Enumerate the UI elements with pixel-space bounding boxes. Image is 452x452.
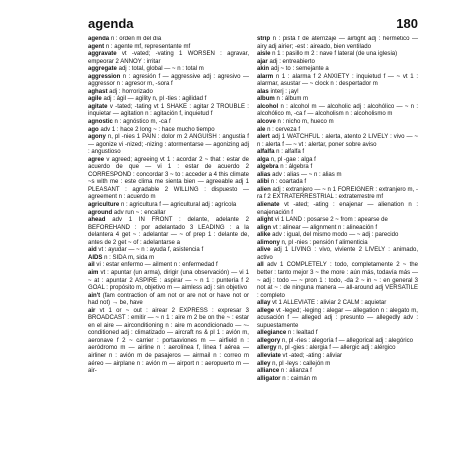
guide-word: agenda [88, 16, 134, 31]
entry-definition: interj : ¡ay! [268, 88, 299, 95]
dictionary-entry [257, 59, 418, 67]
dictionary-entry [257, 172, 418, 180]
dictionary-entry [88, 202, 249, 210]
entry-definition: vt : apuntar (un arma), dirigir (una observación) — vi 1 ~ at : apuntar 2 ASPIRE : aspirar — ~ n 1 : puntería f 2 GOAL : propósito m, objetivo m — aimless adj : sin objetivo [88, 269, 249, 292]
dictionary-entry [88, 255, 249, 263]
entry-definition: adj : horrorizado [107, 88, 153, 95]
entry-headword: all [257, 262, 264, 269]
dictionary-entry [257, 376, 418, 384]
entry-headword: aggression [88, 73, 121, 80]
entry-definition: n : agnóstico m, -ca f [112, 119, 171, 126]
dictionary-entry [88, 44, 249, 52]
entry-definition: n : álgebra f [278, 164, 313, 171]
entry-headword: allegory [257, 337, 281, 344]
entry-headword: alert [257, 134, 270, 141]
entry-headword: aisle [257, 51, 271, 58]
entry-headword: air [88, 307, 96, 314]
entry-columns [88, 36, 418, 441]
dictionary-entry [88, 134, 249, 157]
dictionary-entry [257, 300, 418, 308]
entry-definition: vt : alinear — alignment n : alineación f [271, 224, 378, 231]
dictionary-entry [257, 338, 418, 346]
dictionary-entry [257, 345, 418, 353]
dictionary-entry [88, 36, 249, 44]
entry-definition: vt -vated; -vating 1 WORSEN : agravar, empeorar 2 ANNOY : irritar [88, 51, 249, 65]
entry-headword: agent [88, 43, 105, 50]
entry-definition: (fam contraction of am not or are not or have not or had not) → be, have [88, 292, 249, 307]
entry-definition: adj 1 WATCHFUL : alerta, atento 2 LIVELY : vivo — ~ n : alerta f — ~ vt : alertar, poner sobre aviso [257, 134, 418, 148]
dictionary-entry [88, 262, 249, 270]
dictionary-entry [257, 217, 418, 225]
dictionary-entry [257, 368, 418, 376]
entry-definition: n : alfalfa f [274, 149, 305, 156]
entry-headword: alias [257, 171, 271, 178]
dictionary-entry [88, 74, 249, 89]
dictionary-entry [257, 330, 418, 338]
entry-headword: alibi [257, 179, 270, 186]
entry-headword: alike [257, 232, 271, 239]
entry-headword: alley [257, 360, 271, 367]
entry-headword: alarm [257, 73, 274, 80]
dictionary-entry [88, 210, 249, 218]
entry-headword: alcove [257, 119, 276, 126]
entry-definition: adj 1 LIVING : vivo, viviente 2 LIVELY : animado, activo [257, 247, 418, 261]
entry-headword: agnostic [88, 119, 113, 126]
entry-headword: ago [88, 126, 99, 133]
entry-definition: n : caimán m [280, 375, 317, 382]
entry-headword: alliance [257, 368, 280, 375]
dictionary-entry [88, 308, 249, 376]
entry-headword: alive [257, 247, 271, 254]
entry-definition: n : coartada f [269, 179, 307, 186]
entry-definition: adj : ágil — agility n, pl -ties : agilidad f [101, 96, 207, 103]
dictionary-entry [257, 119, 418, 127]
entry-headword: ail [88, 262, 95, 269]
dictionary-entry [257, 127, 418, 135]
dictionary-entry [88, 217, 249, 247]
entry-headword: ahead [88, 217, 106, 224]
entry-definition: n : nicho m, hueco m [275, 119, 334, 126]
dictionary-entry [88, 104, 249, 119]
entry-headword: alcohol [257, 103, 279, 110]
dictionary-entry [88, 119, 249, 127]
entry-headword: alienate [257, 202, 280, 209]
entry-headword: allege [257, 307, 275, 314]
dictionary-entry [88, 293, 249, 308]
dictionary-entry [257, 66, 418, 74]
entry-definition: n : lealtad f [286, 330, 318, 337]
entry-definition: n, pl -nies : pensión f alimenticia [279, 239, 368, 246]
entry-definition: vt -ated; -ating : aliviar [280, 352, 343, 359]
dictionary-entry [257, 308, 418, 331]
entry-headword: alight [257, 217, 274, 224]
entry-definition: adv : igual, del mismo modo — ~ adj : parecido [270, 232, 399, 239]
entry-definition: adv 1 IN FRONT : delante, adelante 2 BEFOREHAND : por adelantado 3 LEADING : a la delantera 4 get ~ : adelantar — ~ of prep 1 : delante de, antes de 2 get ~ of : adelantarse a [88, 217, 249, 246]
entry-headword: strip [257, 36, 271, 42]
entry-definition: n : agente mf, representante mf [104, 43, 191, 50]
entry-definition: n 1 : pasillo m 2 : nave f lateral (de una iglesia) [270, 51, 398, 58]
entry-headword: align [257, 224, 272, 231]
entry-definition: n : alianza f [279, 368, 312, 375]
entry-headword: akin [257, 66, 270, 73]
entry-headword: alien [257, 186, 271, 193]
dictionary-entry [257, 36, 418, 51]
left-column [88, 36, 249, 441]
entry-headword: agriculture [88, 202, 120, 209]
dictionary-entry [257, 74, 418, 89]
entry-headword: alga [257, 156, 270, 163]
entry-definition: n 1 : alarma f 2 ANXIETY : inquietud f — ~ vt 1 : alarmar, asustar — ~ clock n : despertador m [257, 73, 418, 88]
dictionary-entry [257, 104, 418, 119]
entry-headword: alfalfa [257, 149, 275, 156]
entry-definition: n : orden m del día [109, 36, 162, 42]
entry-definition: n, pl -leys : callejón m [270, 360, 331, 367]
dictionary-entry [257, 187, 418, 202]
dictionary-entry [257, 353, 418, 361]
entry-headword: aground [88, 209, 113, 216]
entry-headword: ajar [257, 58, 268, 65]
dictionary-entry [257, 247, 418, 262]
entry-definition: vt 1 ALLEVIATE : aliviar 2 CALM : aquietar [270, 300, 387, 307]
dictionary-entry [88, 270, 249, 293]
dictionary-entry [257, 149, 418, 157]
entry-definition: n : cerveza f [265, 126, 301, 133]
entry-definition: v agreed; agreeing vt 1 : acordar 2 ~ that : estar de acuerdo de que — vi 1 : estar de acuerdo 2 CORRESPOND : concordar 3 ~ to : acceder a 4 this climate ~s with me : este clima me sienta bien — agreeable adj 1 PLEASANT : agradable 2 WILLING : dispuesto — agreement n : acuerdo m [88, 156, 249, 201]
entry-headword: allegiance [257, 330, 287, 337]
entry-definition: adv : alias — ~ n : alias m [270, 171, 342, 178]
right-column [257, 36, 418, 441]
entry-definition: n, pl -gies : alergia f — allergic adj : alérgico [276, 345, 396, 352]
dictionary-entry [257, 134, 418, 149]
dictionary-entry [88, 157, 249, 202]
page-header [88, 16, 418, 32]
entry-definition: adv run ~ : encallar [112, 209, 166, 216]
entry-definition: n : alcohol m — alcoholic adj : alcohólico — ~ n : alcohólico m, -ca f — alcoholism n : alcoholismo m [257, 103, 418, 118]
entry-headword: alas [257, 88, 269, 95]
entry-definition: n : SIDA m, sida m [102, 254, 155, 261]
entry-headword: agony [88, 134, 106, 141]
entry-definition: n : álbum m [274, 96, 309, 103]
dictionary-entry [257, 202, 418, 217]
entry-definition: vi 1 LAND : posarse 2 ~ from : apearse de [273, 217, 388, 224]
entry-definition: n, pl -ries : alegoría f — allegorical adj : alegórico [280, 337, 413, 344]
dictionary-entry [257, 361, 418, 369]
entry-headword: agile [88, 96, 102, 103]
dictionary-entry [257, 179, 418, 187]
dictionary-entry [88, 96, 249, 104]
entry-definition: n : agricultura f — agricultural adj : agrícola [119, 202, 237, 209]
entry-headword: agree [88, 156, 105, 163]
entry-definition: vt -leged; -leging : alegar — allegation n : alegato m, acusación f — alleged adj : presunto — allegedly adv : supuestamente [257, 307, 418, 329]
dictionary-entry [257, 240, 418, 248]
entry-headword: aggregate [88, 66, 117, 73]
dictionary-entry [257, 89, 418, 97]
entry-headword: AIDS [88, 254, 103, 261]
dictionary-entry [257, 51, 418, 59]
entry-definition: vt : ayudar — ~ n : ayuda f, asistencia f [96, 247, 204, 254]
dictionary-entry [257, 225, 418, 233]
entry-headword: aggravate [88, 51, 117, 58]
entry-headword: agitate [88, 103, 108, 110]
entry-headword: algebra [257, 164, 279, 171]
dictionary-entry [88, 89, 249, 97]
dictionary-entry [88, 127, 249, 135]
dictionary-entry [257, 96, 418, 104]
entry-definition: n, pl -gae : alga f [269, 156, 316, 163]
entry-headword: allergy [257, 345, 277, 352]
dictionary-entry [257, 232, 418, 240]
entry-definition: adv 1 : hace 2 long ~ : hace mucho tiempo [98, 126, 215, 133]
dictionary-entry [257, 262, 418, 300]
entry-headword: alleviate [257, 352, 281, 359]
dictionary-entry [88, 247, 249, 255]
page-number: 180 [396, 16, 418, 31]
dictionary-entry [88, 66, 249, 74]
entry-definition: adj ~ to : semejante a [269, 66, 329, 73]
entry-headword: aid [88, 247, 97, 254]
entry-headword: alligator [257, 375, 281, 382]
entry-definition: v -tated; -tating vt 1 SHAKE : agitar 2 TROUBLE : inquietar — agitation n : agitación f, inquietud f [88, 103, 249, 118]
entry-headword: ale [257, 126, 266, 133]
entry-headword: aim [88, 269, 99, 276]
entry-definition: n, pl -nies 1 PAIN : dolor m 2 ANGUISH : angustia f — agonize vi -nized; -nizing : atormentarse — agonizing adj : angustioso [88, 134, 249, 156]
entry-definition: vi : estar enfermo — ailment n : enfermedad f [94, 262, 218, 269]
entry-definition: adj : extranjero — ~ n 1 FOREIGNER : extranjero m, -ra f 2 EXTRATERRESTRIAL : extraterrestre mf [257, 186, 418, 201]
entry-definition: adv 1 COMPLETELY : todo, completamente 2 ~ the better : tanto mejor 3 ~ the more : aún más, todavía más — ~ adj : todo — ~ pron 1 : todo, -da 2 ~ in ~ : en general 3 not at ~ : de ninguna manera — all-around adj VERSATILE : completo [257, 262, 418, 299]
entry-definition: vt -ated; -ating : enajenar — alienation n : enajenación f [257, 202, 418, 216]
entry-headword: aghast [88, 88, 108, 95]
entry-definition: vt 1 or ~ out : airear 2 EXPRESS : expresar 3 BROADCAST : emitir — ~ n 1 : aire m 2 be on the ~ : estar en el aire — airconditioning n : aire m acondicionado — ~-conditioned adj : climatizado — aircraft ns & pl 1 : avión m, aeronave f 2 ~ carrier : portaaviones m — airfield n : aeródromo m — airline n : aerolínea f, línea f aérea — airliner n : avión m de pasajeros — airmail n : correo m aéreo — airplane n : avión m — airport n : aeropuerto m — air- [88, 307, 249, 375]
dictionary-entry [88, 51, 249, 66]
dictionary-entry [257, 157, 418, 165]
entry-definition: n : agresión f — aggressive adj : agresivo — aggressor n : agresor m, -sora f [88, 73, 249, 88]
entry-definition: n : pista f de aterrizaje — airtight adj : hermético — airy adj airier; -est : aireado, bien ventilado [257, 36, 418, 50]
entry-headword: agenda [88, 36, 110, 42]
entry-headword: alimony [257, 239, 280, 246]
entry-headword: ain't [88, 292, 101, 299]
entry-headword: allay [257, 300, 271, 307]
entry-headword: album [257, 96, 275, 103]
entry-definition: adj : entreabierto [267, 58, 315, 65]
entry-definition: adj : total, global — ~ n : total m [116, 66, 204, 73]
dictionary-entry [257, 164, 418, 172]
